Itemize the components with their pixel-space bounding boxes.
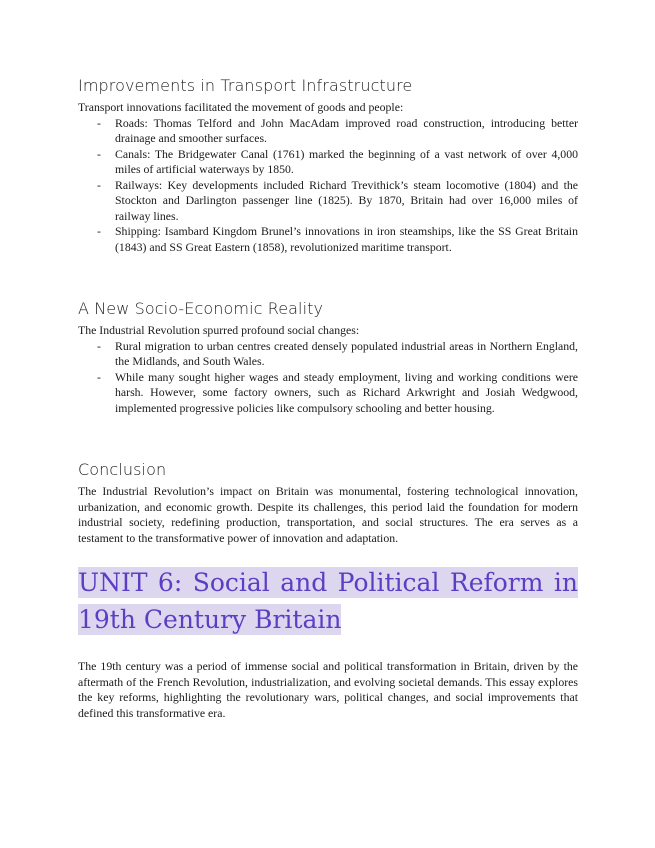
page-content	[78, 76, 578, 721]
list-item-text: While many sought higher wages and steady employment, living and working conditions were harsh. However, some factory owners, such as Richard Arkwright and Josiah Wedgwood, implemented progressive policies like compulsory schooling and better housing.	[115, 369, 578, 415]
conclusion-heading: Conclusion	[78, 460, 167, 479]
unit-intro: The 19th century was a period of immense social and political transformation in Britain, driven by the aftermath of the French Revolution, industrialization, and evolving societal demands. This essay explores the key reforms, highlighting the revolutionary wars, political changes, and social improvements that defined this transformative era.	[78, 659, 578, 720]
bullet-dash: -	[97, 177, 101, 192]
list-item	[78, 224, 578, 255]
unit-title-text: UNIT 6: Social and Political Reform in 19th Century Britain	[78, 568, 578, 634]
unit-title	[78, 564, 578, 638]
reality-heading: A New Socio-Economic Reality	[78, 299, 324, 318]
bullet-dash: -	[97, 338, 101, 353]
bullet-dash: -	[97, 224, 101, 238]
list-item-text: Shipping: Isambard Kingdom Brunel’s innovations in iron steamships, like the SS Great Britain (1843) and SS Great Eastern (1858), revolutionized maritime transport.	[115, 224, 578, 254]
list-item	[78, 339, 578, 370]
conclusion-text: The Industrial Revolution’s impact on Britain was monumental, fostering technological innovation, urbanization, and economic growth. Despite its challenges, this period laid the foundation for modern industrial society, redefining production, transportation, and social structures. The era serves as a testament to the transformative power of innovation and adaptation.	[78, 484, 578, 545]
list-item-text: Canals: The Bridgewater Canal (1761) marked the beginning of a vast network of over 4,000 miles of artificial waterways by 1850.	[115, 146, 578, 176]
unit-section	[78, 564, 578, 721]
transport-list	[78, 116, 578, 256]
reality-section	[78, 299, 578, 416]
spacer	[78, 255, 578, 299]
reality-list	[78, 339, 578, 417]
list-item-text: Rural migration to urban centres created densely populated industrial areas in Northern England, the Midlands, and South Wales.	[115, 338, 578, 368]
bullet-dash: -	[97, 115, 101, 130]
spacer	[78, 416, 578, 460]
list-item	[78, 370, 578, 417]
list-item-text: Roads: Thomas Telford and John MacAdam improved road construction, introducing better drainage and smoother surfaces.	[115, 115, 578, 145]
list-item	[78, 178, 578, 225]
reality-intro: The Industrial Revolution spurred profound social changes:	[78, 323, 360, 337]
bullet-dash: -	[97, 146, 101, 161]
bullet-dash: -	[97, 369, 101, 384]
transport-section	[78, 76, 578, 255]
list-item	[78, 147, 578, 178]
spacer	[78, 546, 578, 564]
list-item	[78, 116, 578, 147]
conclusion-section	[78, 460, 578, 546]
spacer	[78, 638, 578, 659]
transport-intro: Transport innovations facilitated the movement of goods and people:	[78, 100, 404, 114]
list-item-text: Railways: Key developments included Richard Trevithick’s steam locomotive (1804) and the Stockton and Darlington passenger line (1825). By 1870, Britain had over 16,000 miles of railway lines.	[115, 177, 578, 223]
transport-heading: Improvements in Transport Infrastructure	[78, 76, 413, 95]
